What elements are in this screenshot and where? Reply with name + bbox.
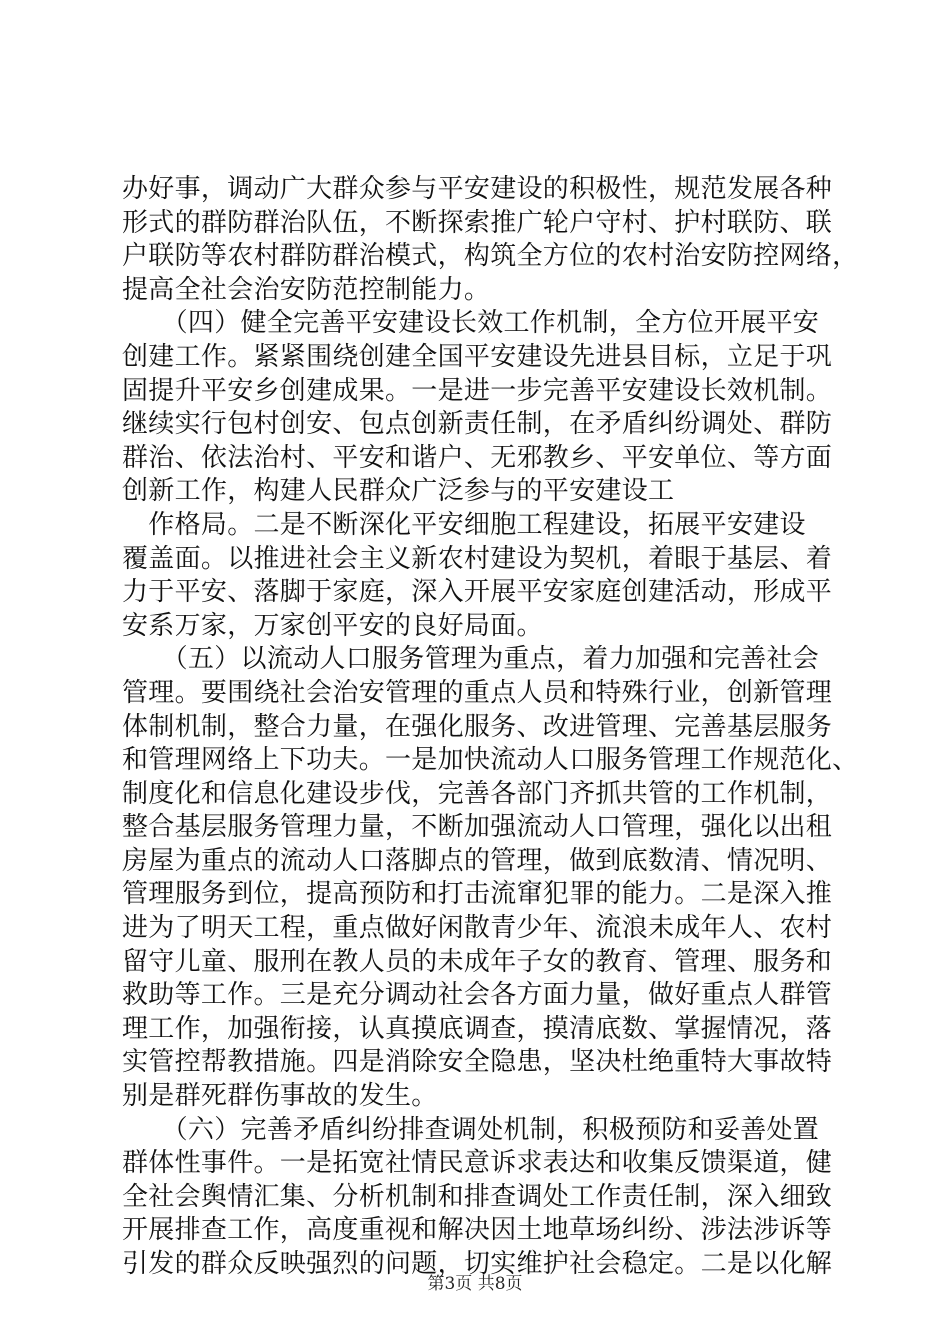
text-line: 别是群死群伤事故的发生。 xyxy=(122,1081,438,1112)
text-line: 群治、依法治村、平安和谐户、无邪教乡、平安单位、等方面 xyxy=(122,442,833,473)
text-line: 救助等工作。三是充分调动社会各方面力量，做好重点人群管 xyxy=(122,980,833,1011)
text-line: 群体性事件。一是拓宽社情民意诉求表达和收集反馈渠道，健 xyxy=(122,1148,833,1179)
text-line: 管理服务到位，提高预防和打击流窜犯罪的能力。二是深入推 xyxy=(122,879,833,910)
text-line: 创建工作。紧紧围绕创建全国平安建设先进县目标，立足于巩 xyxy=(122,341,833,372)
text-line: 力于平安、落脚于家庭，深入开展平安家庭创建活动，形成平 xyxy=(122,577,833,608)
text-line: 继续实行包村创安、包点创新责任制，在矛盾纠纷调处、群防 xyxy=(122,409,833,440)
page-footer: 第3页 共8页 xyxy=(427,1274,523,1294)
text-line: 留守儿童、服刑在教人员的未成年子女的教育、管理、服务和 xyxy=(122,946,833,977)
text-line: 房屋为重点的流动人口落脚点的管理，做到底数清、情况明、 xyxy=(122,845,833,876)
text-line: 实管控帮教措施。四是消除安全隐患，坚决杜绝重特大事故特 xyxy=(122,1047,833,1078)
text-line: 固提升平安乡创建成果。一是进一步完善平安建设长效机制。 xyxy=(122,375,833,406)
text-line: 和管理网络上下功夫。一是加快流动人口服务管理工作规范化、 xyxy=(122,745,859,776)
text-line: 安系万家，万家创平安的良好局面。 xyxy=(122,610,543,641)
text-line: 作格局。二是不断深化平安细胞工程建设，拓展平安建设 xyxy=(122,509,806,540)
text-line: 创新工作，构建人民群众广泛参与的平安建设工 xyxy=(122,476,675,507)
text-line: 整合基层服务管理力量，不断加强流动人口管理，强化以出租 xyxy=(122,812,833,843)
text-line: （五）以流动人口服务管理为重点，着力加强和完善社会 xyxy=(122,644,820,675)
text-line: 覆盖面。以推进社会主义新农村建设为契机，着眼于基层、着 xyxy=(122,543,833,574)
text-line: 制度化和信息化建设步伐，完善各部门齐抓共管的工作机制， xyxy=(122,778,833,809)
text-line: （四）健全完善平安建设长效工作机制，全方位开展平安 xyxy=(122,308,820,339)
text-line: 全社会舆情汇集、分析机制和排查调处工作责任制，深入细致 xyxy=(122,1181,833,1212)
document-body xyxy=(122,173,859,1282)
text-line: 管理。要围绕社会治安管理的重点人员和特殊行业，创新管理 xyxy=(122,677,833,708)
text-line: 开展排查工作，高度重视和解决因土地草场纠纷、涉法涉诉等 xyxy=(122,1215,833,1246)
text-line: 形式的群防群治队伍，不断探索推广轮户守村、护村联防、联 xyxy=(122,207,833,238)
text-line: 办好事，调动广大群众参与平安建设的积极性，规范发展各种 xyxy=(122,174,833,204)
text-line: 户联防等农村群防群治模式，构筑全方位的农村治安防控网络， xyxy=(122,241,859,272)
text-line: 提高全社会治安防范控制能力。 xyxy=(122,274,491,305)
text-line: 理工作，加强衔接，认真摸底调查，摸清底数、掌握情况，落 xyxy=(122,1013,833,1044)
text-line: 体制机制，整合力量，在强化服务、改进管理、完善基层服务 xyxy=(122,711,833,742)
text-line: 引发的群众反映强烈的问题，切实维护社会稳定。二是以化解 xyxy=(122,1249,833,1279)
text-line: （六）完善矛盾纠纷排查调处机制，积极预防和妥善处置 xyxy=(122,1114,820,1145)
text-line: 进为了明天工程，重点做好闲散青少年、流浪未成年人、农村 xyxy=(122,913,833,944)
